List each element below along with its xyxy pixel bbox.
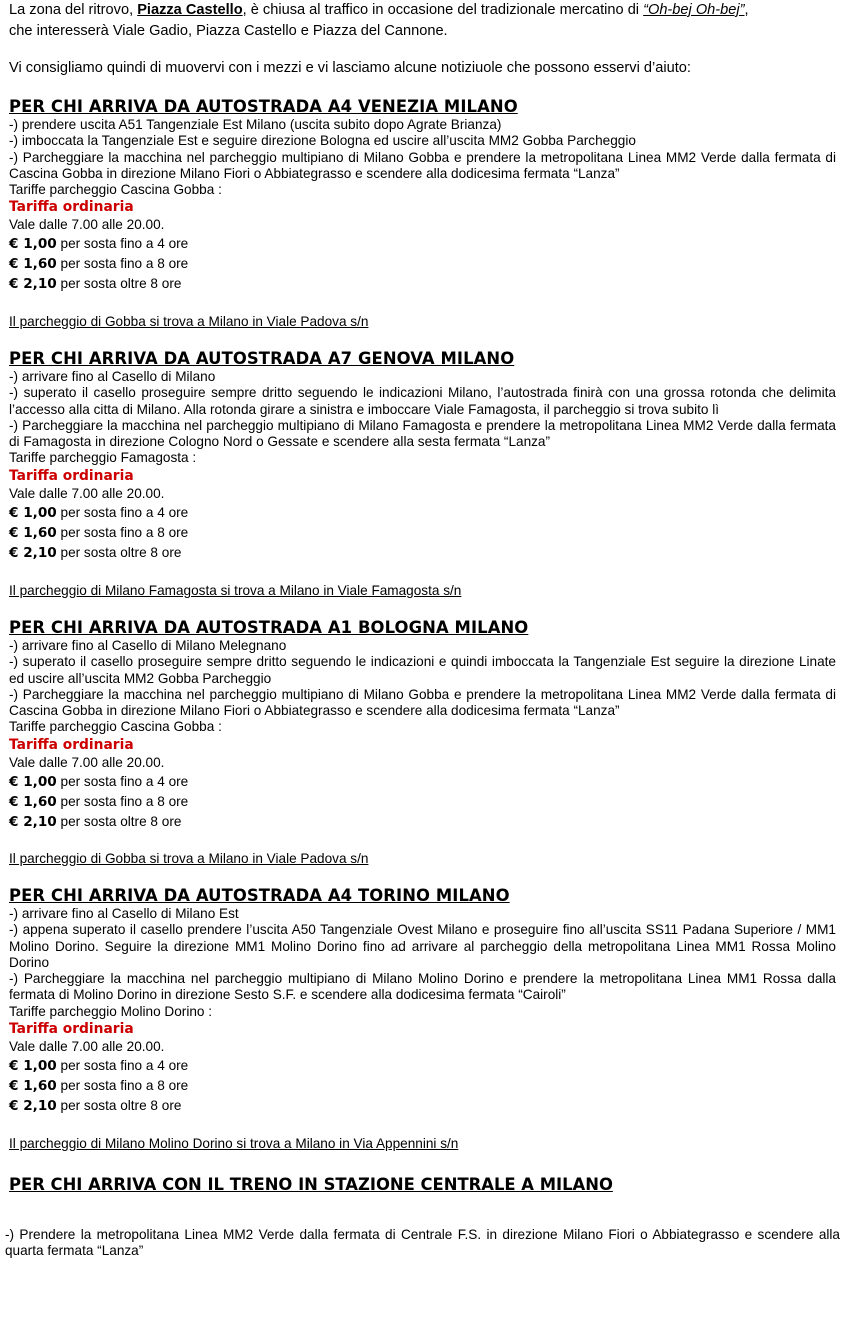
intro-text: La zona del ritrovo, xyxy=(9,2,138,18)
fee-amount: € 1,60 xyxy=(9,524,57,541)
tariff-validity: Vale dalle 7.00 alle 20.00. xyxy=(9,217,165,233)
section-a4-venezia xyxy=(9,97,836,294)
fee-desc: per sosta fino a 4 ore xyxy=(56,504,189,520)
train-section-heading: PER CHI ARRIVA CON IL TRENO IN STAZIONE CENTRALE A MILANO xyxy=(9,1175,613,1194)
fee-row xyxy=(9,254,836,274)
fee-desc: per sosta fino a 8 ore xyxy=(56,524,189,540)
fee-row xyxy=(9,1096,836,1116)
direction-line: -) arrivare fino al Casello di Milano xyxy=(9,369,216,384)
mercatino-name: “Oh-bej Oh-bej” xyxy=(643,2,745,18)
fee-desc: per sosta oltre 8 ore xyxy=(56,544,182,560)
fee-amount: € 1,00 xyxy=(9,1058,57,1075)
section-heading: PER CHI ARRIVA DA AUTOSTRADA A7 GENOVA MILANO xyxy=(9,349,515,368)
train-directions: -) Prendere la metropolitana Linea MM2 Verde dalla fermata di Centrale F.S. in direzione Milano Fiori o Abbiategrasso e scendere alla quarta fermata “Lanza” xyxy=(5,1227,840,1259)
fee-desc: per sosta fino a 8 ore xyxy=(56,256,189,272)
fee-row xyxy=(9,234,836,254)
fee-desc: per sosta fino a 4 ore xyxy=(56,773,189,789)
fee-desc: per sosta fino a 8 ore xyxy=(56,1078,189,1094)
fee-amount: € 2,10 xyxy=(9,1098,57,1115)
tariff-title: Tariffa ordinaria xyxy=(9,1021,134,1038)
section-a1-bologna xyxy=(9,618,836,832)
parking-location: Il parcheggio di Milano Famagosta si trova a Milano in Viale Famagosta s/n xyxy=(9,583,462,598)
fee-desc: per sosta fino a 8 ore xyxy=(56,793,189,809)
section-heading: PER CHI ARRIVA DA AUTOSTRADA A4 TORINO MILANO xyxy=(9,886,510,905)
fee-row xyxy=(9,274,836,294)
tariff-title: Tariffa ordinaria xyxy=(9,467,134,484)
fee-row xyxy=(9,792,836,812)
fee-amount: € 1,00 xyxy=(9,504,57,521)
section-a7-genova xyxy=(9,349,836,563)
fee-amount: € 2,10 xyxy=(9,813,57,830)
direction-line: -) prendere uscita A51 Tangenziale Est Milano (uscita subito dopo Agrate Brianza) xyxy=(9,117,502,132)
section-heading: PER CHI ARRIVA DA AUTOSTRADA A4 VENEZIA MILANO xyxy=(9,97,518,116)
tariff-validity: Vale dalle 7.00 alle 20.00. xyxy=(9,754,165,770)
fee-desc: per sosta oltre 8 ore xyxy=(56,1098,182,1114)
fee-desc: per sosta fino a 4 ore xyxy=(56,236,189,252)
parking-location: Il parcheggio di Gobba si trova a Milano in Viale Padova s/n xyxy=(9,851,369,866)
fee-row xyxy=(9,523,836,543)
parking-location: Il parcheggio di Milano Molino Dorino si trova a Milano in Via Appennini s/n xyxy=(9,1136,459,1151)
fee-amount: € 1,60 xyxy=(9,1078,57,1095)
fee-amount: € 1,60 xyxy=(9,256,57,273)
intro-text: , è chiusa al traffico in occasione del tradizionale mercatino di xyxy=(242,2,644,18)
intro-paragraph-1 xyxy=(9,0,836,42)
intro-text: , xyxy=(744,2,749,18)
direction-line: -) Parcheggiare la macchina nel parcheggio multipiano di Milano Molino Dorino e prendere la metropolitana Linea MM1 Rossa dalla fermata di Molino Dorino in direzione Sesto S.F. e scendere alla dodicesima fermata “Cairoli” xyxy=(9,971,836,1003)
tariff-title: Tariffa ordinaria xyxy=(9,199,134,216)
intro-paragraph-2: Vi consigliamo quindi di muovervi con i mezzi e vi lasciamo alcune notiziuole che possono esservi d’aiuto: xyxy=(9,60,691,76)
fee-row xyxy=(9,812,836,832)
direction-line: -) Parcheggiare la macchina nel parcheggio multipiano di Milano Gobba e prendere la metropolitana Linea MM2 Verde dalla fermata di Cascina Gobba in direzione Milano Fiori o Abbiategrasso e scendere alla dodicesima fermata “Lanza” xyxy=(9,686,836,719)
section-heading: PER CHI ARRIVA DA AUTOSTRADA A1 BOLOGNA MILANO xyxy=(9,618,529,637)
direction-line: -) Parcheggiare la macchina nel parcheggio multipiano di Milano Gobba e prendere la metropolitana Linea MM2 Verde dalla fermata di Cascina Gobba in direzione Milano Fiori o Abbiategrasso e scendere alla dodicesima fermata “Lanza” xyxy=(9,149,836,181)
direction-line: -) superato il casello proseguire sempre dritto seguendo le indicazioni Milano, l’autostrada finirà con una grossa rotonda che delimita l’accesso alla citta di Milano. Alla rotonda girare a sinistra e imboccare Viale Famagosta, il parcheggio si trova subito lì xyxy=(9,385,836,417)
fee-amount: € 1,60 xyxy=(9,793,57,810)
fee-amount: € 1,00 xyxy=(9,773,57,790)
fee-row xyxy=(9,1076,836,1096)
direction-line: -) Parcheggiare la macchina nel parcheggio multipiano di Milano Famagosta e prendere la metropolitana Linea MM2 Verde dalla fermata di Famagosta in direzione Cologno Nord o Gessate e scendere alla sesta fermata “Lanza” xyxy=(9,417,836,450)
direction-line: -) superato il casello proseguire sempre dritto seguendo le indicazioni e quindi imboccata la Tangenziale Est seguire la direzione Linate ed uscire all’uscita MM2 Gobba Parcheggio xyxy=(9,654,836,686)
tariff-label: Tariffe parcheggio Famagosta : xyxy=(9,450,197,466)
tariff-title: Tariffa ordinaria xyxy=(9,736,134,753)
fee-row xyxy=(9,543,836,563)
section-a4-torino xyxy=(9,886,836,1116)
tariff-label: Tariffe parcheggio Molino Dorino : xyxy=(9,1003,213,1019)
fee-row xyxy=(9,503,836,523)
direction-line: -) arrivare fino al Casello di Milano Melegnano xyxy=(9,638,287,653)
tariff-validity: Vale dalle 7.00 alle 20.00. xyxy=(9,1039,165,1055)
tariff-label: Tariffe parcheggio Cascina Gobba : xyxy=(9,719,222,735)
fee-amount: € 1,00 xyxy=(9,236,57,253)
intro-text: che interesserà Viale Gadio, Piazza Castello e Piazza del Cannone. xyxy=(9,23,448,39)
fee-row xyxy=(9,772,836,792)
fee-desc: per sosta oltre 8 ore xyxy=(56,276,182,292)
direction-line: -) appena superato il casello prendere l’uscita A50 Tangenziale Ovest Milano e proseguire fino all’uscita SS11 Padana Superiore / MM1 Molino Dorino. Seguire la direzione MM1 Molino Dorino fino ad arrivare al parcheggio della metropolitana Linea MM1 Rossa Molino Dorino xyxy=(9,922,836,970)
fee-desc: per sosta oltre 8 ore xyxy=(56,813,182,829)
fee-desc: per sosta fino a 4 ore xyxy=(56,1058,189,1074)
direction-line: -) imboccata la Tangenziale Est e seguire direzione Bologna ed uscire all’uscita MM2 Gobba Parcheggio xyxy=(9,133,636,149)
piazza-castello-bold: Piazza Castello xyxy=(137,2,243,18)
direction-line: -) arrivare fino al Casello di Milano Est xyxy=(9,906,239,921)
tariff-label: Tariffe parcheggio Cascina Gobba : xyxy=(9,182,222,198)
fee-row xyxy=(9,1056,836,1076)
parking-location: Il parcheggio di Gobba si trova a Milano in Viale Padova s/n xyxy=(9,314,369,329)
fee-amount: € 2,10 xyxy=(9,544,57,561)
fee-amount: € 2,10 xyxy=(9,276,57,293)
tariff-validity: Vale dalle 7.00 alle 20.00. xyxy=(9,485,165,501)
